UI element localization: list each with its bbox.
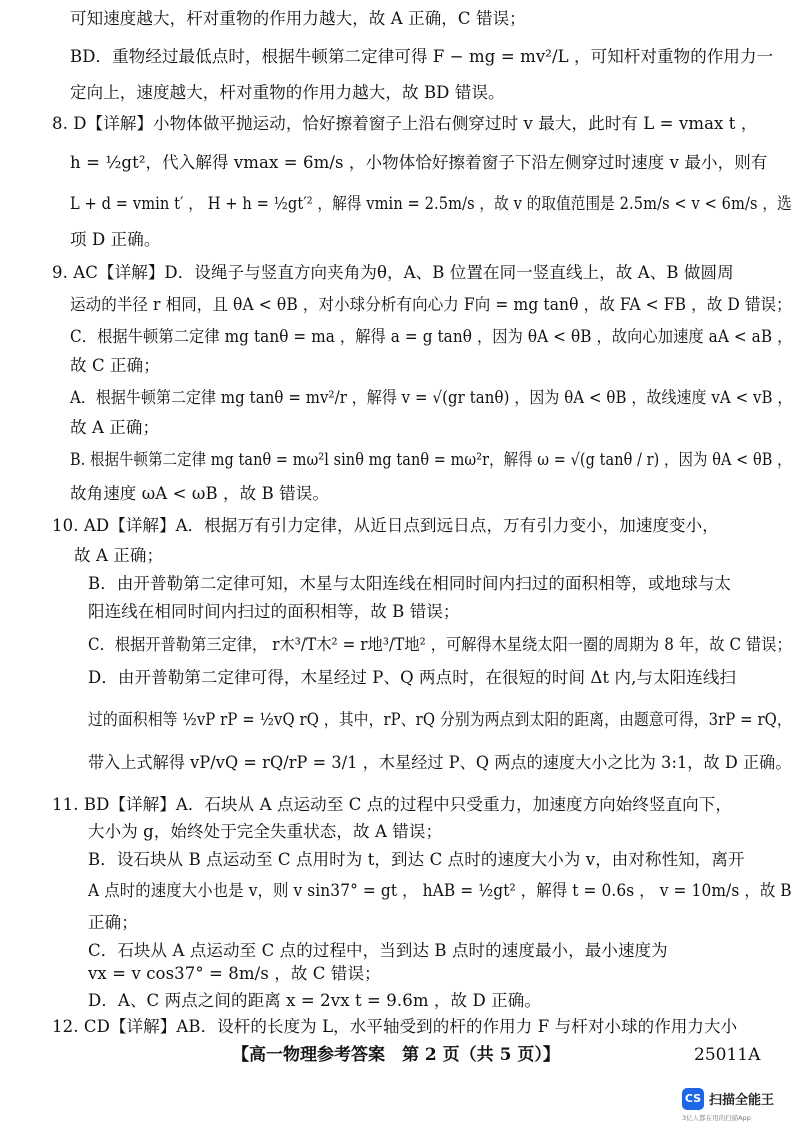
text-line: 运动的半径 r 相同，且 θA < θB ，对小球分析有向心力 F向 = mg tanθ ，故 FA < FB ，故 D 错误； (70, 295, 792, 314)
watermark-tagline: 3亿人都在用的扫描App (682, 1114, 751, 1122)
text-line: B. 根据牛顿第二定律 mg tanθ = mω²l sinθ mg tanθ = mω²r，解得 ω = √(g tanθ / r) ，因为 θA < θB ， (70, 450, 792, 469)
text-line: L + d = vmin t′ ， H + h = ½gt′² ，解得 vmin = 2.5m/s ，故 v 的取值范围是 2.5m/s < v < 6m/s ，选 (70, 194, 792, 213)
text-line: C．根据开普勒第三定律， r木³/T木² = r地³/T地² ，可解得木星绕太阳一圈的周期为 8 年，故 C 错误； (88, 635, 792, 654)
text-line: 9. AC【详解】D．设绳子与竖直方向夹角为θ，A、B 位置在同一竖直线上，故 A、B 做圆周 (52, 263, 734, 282)
text-line: A．根据牛顿第二定律 mg tanθ = mv²/r ，解得 v = √(gr tanθ) ，因为 θA < θB ，故线速度 vA < vB ， (70, 388, 793, 407)
text-line: B．由开普勒第二定律可知，木星与太阳连线在相同时间内扫过的面积相等，或地球与太 (88, 574, 732, 593)
text-line: D．A、C 两点之间的距离 x = 2vx t = 9.6m ，故 D 正确。 (88, 991, 541, 1010)
text-line: 大小为 g，始终处于完全失重状态，故 A 错误； (88, 822, 443, 841)
text-line: 正确； (88, 913, 138, 932)
text-line: 项 D 正确。 (70, 230, 161, 249)
text-line: 带入上式解得 vP/vQ = rQ/rP = 3/1 ，木星经过 P、Q 两点的速度大小之比为 3:1，故 D 正确。 (88, 753, 792, 772)
text-line: 故角速度 ωA < ωB ，故 B 错误。 (70, 484, 329, 503)
text-line: 8. D【详解】小物体做平抛运动，恰好擦着窗子上沿右侧穿过时 v 最大，此时有 L = vmax t ， (52, 114, 758, 133)
text-line: 11. BD【详解】A．石块从 A 点运动至 C 点的过程中只受重力，加速度方向始终竖直向下， (52, 795, 732, 814)
text-line: 可知速度越大，杆对重物的作用力越大，故 A 正确，C 错误； (70, 9, 526, 28)
text-line: 阳连线在相同时间内扫过的面积相等，故 B 错误； (88, 602, 460, 621)
text-line: 故 A 正确； (74, 546, 164, 565)
text-line: BD．重物经过最低点时，根据牛顿第二定律可得 F − mg = mv²/L ，可知杆对重物的作用力一 (70, 47, 774, 66)
camscanner-logo-icon: CS (682, 1088, 704, 1110)
text-line: A 点时的速度大小也是 v，则 v sin37° = gt ， hAB = ½gt² ，解得 t = 0.6s ， v = 10m/s ，故 B (88, 881, 792, 900)
text-line: 过的面积相等 ½vP rP = ½vQ rQ ，其中，rP、rQ 分别为两点到太阳的距离，由题意可得，3rP = rQ， (88, 710, 792, 729)
footer-title: 【高一物理参考答案 第 2 页（共 5 页）】 (232, 1045, 560, 1065)
watermark-name: 扫描全能王 (709, 1093, 775, 1108)
text-line: D．由开普勒第二定律可得，木星经过 P、Q 两点时，在很短的时间 Δt 内,与太阳连线扫 (88, 668, 737, 687)
text-line: C．根据牛顿第二定律 mg tanθ = ma ，解得 a = g tanθ ，因为 θA < θB ，故向心加速度 aA < aB ， (70, 327, 793, 346)
text-line: 10. AD【详解】A．根据万有引力定律，从近日点到远日点，万有引力变小，加速度变小， (52, 516, 719, 535)
text-line: 12. CD【详解】AB．设杆的长度为 L，水平轴受到的杆的作用力 F 与杆对小球的作用力大小 (52, 1017, 738, 1036)
text-line: vx = v cos37° = 8m/s ，故 C 错误； (88, 964, 381, 983)
text-line: 故 C 正确； (70, 356, 160, 375)
text-line: B．设石块从 B 点运动至 C 点用时为 t，到达 C 点时的速度大小为 v，由对称性知，离开 (88, 850, 745, 869)
text-line: 定向上，速度越大，杆对重物的作用力越大，故 BD 错误。 (70, 83, 505, 102)
footer-code: 25011A (694, 1045, 761, 1065)
scanner-watermark (682, 1084, 792, 1124)
text-line: h = ½gt²，代入解得 vmax = 6m/s ，小物体恰好擦着窗子下沿左侧穿过时速度 v 最小，则有 (70, 153, 768, 172)
text-line: 故 A 正确； (70, 418, 160, 437)
text-line: C．石块从 A 点运动至 C 点的过程中，当到达 B 点时的速度最小，最小速度为 (88, 941, 668, 960)
